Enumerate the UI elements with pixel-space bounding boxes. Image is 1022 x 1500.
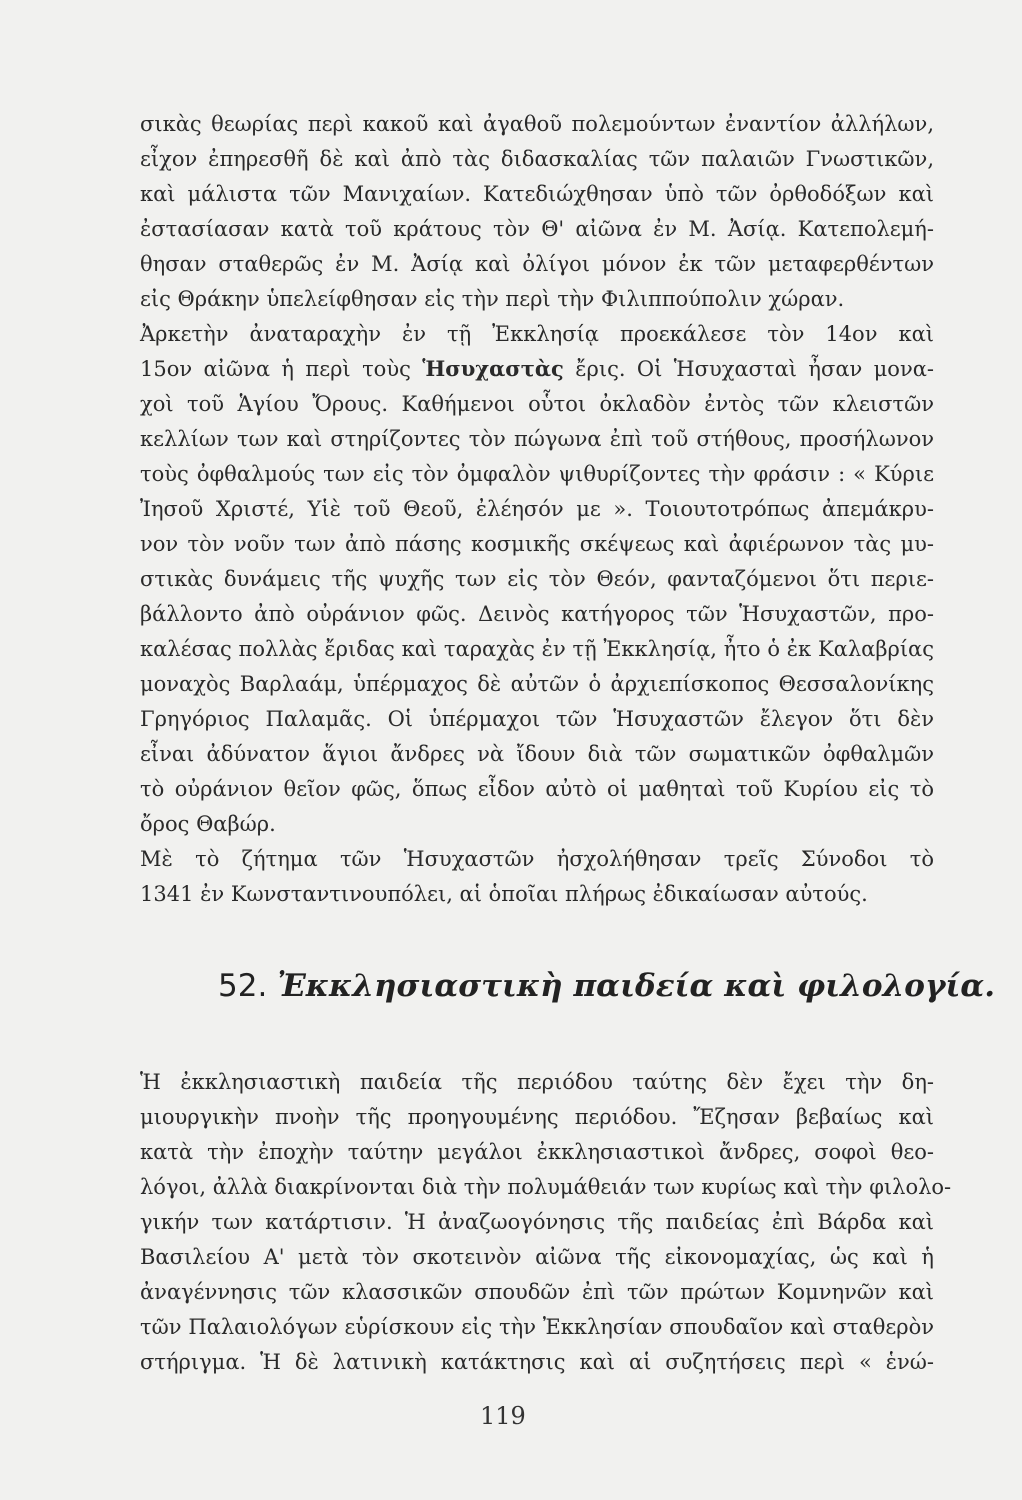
text-line: βάλλοντο ἀπὸ οὐράνιον φῶς. Δεινὸς κατήγορος τῶν Ἡσυχαστῶν, προ-: [140, 602, 934, 626]
text-line: στικὰς δυνάμεις τῆς ψυχῆς των εἰς τὸν Θεόν, φανταζόμενοι ὅτι περιε-: [140, 567, 934, 591]
text-line: εἶχον ἐπηρεσθῆ δὲ καὶ ἀπὸ τὰς διδασκαλίας τῶν παλαιῶν Γνωστικῶν,: [140, 147, 934, 171]
text-line: ἐστασίασαν κατὰ τοῦ κράτους τὸν Θ' αἰῶνα ἐν Μ. Ἀσίᾳ. Κατεπολεμή-: [140, 217, 934, 241]
text-line: ὄρος Θαβώρ.: [140, 812, 276, 836]
text-line: στήριγμα. Ἡ δὲ λατινικὴ κατάκτησις καὶ αἱ συζητήσεις περὶ « ἑνώ-: [140, 1350, 934, 1374]
text-line: Ἡ ἐκκλησιαστικὴ παιδεία τῆς περιόδου ταύτης δὲν ἔχει τὴν δη-: [140, 1070, 934, 1094]
text-line: μοναχὸς Βαρλαάμ, ὑπέρμαχος δὲ αὐτῶν ὁ ἀρχιεπίσκοπος Θεσσαλονίκης: [140, 672, 934, 696]
text-line: 1341 ἐν Κωνσταντινουπόλει, αἱ ὁποῖαι πλήρως ἐδικαίωσαν αὐτούς.: [140, 882, 868, 906]
text-line: σικὰς θεωρίας περὶ κακοῦ καὶ ἀγαθοῦ πολεμούντων ἐναντίον ἀλλήλων,: [140, 112, 934, 136]
text-line: 15ον αἰῶνα ἡ περὶ τοὺς Ἡσυχαστὰς ἔρις. Οἱ Ἡσυχασταὶ ἦσαν μονα-: [140, 356, 934, 381]
text-line: γικήν των κατάρτισιν. Ἡ ἀναζωογόνησις τῆς παιδείας ἐπὶ Βάρδα καὶ: [140, 1210, 934, 1234]
text-line: λόγοι, ἀλλὰ διακρίνονται διὰ τὴν πολυμάθειάν των κυρίως καὶ τὴν φιλολο-: [140, 1175, 952, 1199]
text-line: Γρηγόριος Παλαμᾶς. Οἱ ὑπέρμαχοι τῶν Ἡσυχαστῶν ἔλεγον ὅτι δὲν: [140, 707, 934, 731]
text-line: εἰς Θράκην ὑπελείφθησαν εἰς τὴν περὶ τὴν Φιλιππούπολιν χώραν.: [140, 287, 845, 311]
page-number: 119: [480, 1402, 526, 1430]
bold-term: Ἡσυχαστὰς: [422, 356, 564, 381]
text-line: Ἰησοῦ Χριστέ, Υἱὲ τοῦ Θεοῦ, ἐλέησόν με ». Τοιουτοτρόπως ἀπεμάκρυ-: [140, 497, 934, 521]
text-line: μιουργικὴν πνοὴν τῆς προηγουμένης περιόδου. Ἔζησαν βεβαίως καὶ: [140, 1105, 934, 1129]
section-title: Ἐκκλησιαστικὴ παιδεία καὶ φιλολογία.: [277, 968, 996, 1004]
text-line: κατὰ τὴν ἐποχὴν ταύτην μεγάλοι ἐκκλησιαστικοὶ ἄνδρες, σοφοὶ θεο-: [140, 1140, 934, 1164]
text-line: Ἀρκετὴν ἀναταραχὴν ἐν τῇ Ἐκκλησίᾳ προεκάλεσε τὸν 14ον καὶ: [140, 322, 934, 346]
text-line: νον τὸν νοῦν των ἀπὸ πάσης κοσμικῆς σκέψεως καὶ ἀφιέρωνον τὰς μυ-: [140, 532, 934, 556]
text-line: καλέσας πολλὰς ἔριδας καὶ ταραχὰς ἐν τῇ Ἐκκλησίᾳ, ἦτο ὁ ἐκ Καλαβρίας: [140, 637, 934, 661]
text-line: θησαν σταθερῶς ἐν Μ. Ἀσίᾳ καὶ ὀλίγοι μόνον ἐκ τῶν μεταφερθέντων: [140, 252, 934, 276]
text-line: Μὲ τὸ ζήτημα τῶν Ἡσυχαστῶν ἠσχολήθησαν τρεῖς Σύνοδοι τὸ: [140, 847, 934, 871]
text-line: καὶ μάλιστα τῶν Μανιχαίων. Κατεδιώχθησαν ὑπὸ τῶν ὀρθοδόξων καὶ: [140, 182, 934, 206]
text-line: εἶναι ἀδύνατον ἅγιοι ἄνδρες νὰ ἴδουν διὰ τῶν σωματικῶν ὀφθαλμῶν: [140, 742, 934, 766]
section-number: 52.: [218, 968, 268, 1004]
section-heading: [218, 968, 995, 1004]
text-line: τὸ οὐράνιον θεῖον φῶς, ὅπως εἶδον αὐτὸ οἱ μαθηταὶ τοῦ Κυρίου εἰς τὸ: [140, 777, 934, 801]
text-line: χοὶ τοῦ Ἁγίου Ὄρους. Καθήμενοι οὗτοι ὀκλαδὸν ἐντὸς τῶν κλειστῶν: [140, 392, 934, 416]
text-line: κελλίων των καὶ στηρίζοντες τὸν πώγωνα ἐπὶ τοῦ στήθους, προσήλωνον: [140, 427, 934, 451]
text-line: ἀναγέννησις τῶν κλασσικῶν σπουδῶν ἐπὶ τῶν πρώτων Κομνηνῶν καὶ: [140, 1280, 934, 1304]
text-line: τῶν Παλαιολόγων εὑρίσκουν εἰς τὴν Ἐκκλησίαν σπουδαῖον καὶ σταθερὸν: [140, 1315, 934, 1339]
text-line: τοὺς ὀφθαλμούς των εἰς τὸν ὀμφαλὸν ψιθυρίζοντες τὴν φράσιν : « Κύριε: [140, 462, 934, 486]
text-line: Βασιλείου Α' μετὰ τὸν σκοτεινὸν αἰῶνα τῆς εἰκονομαχίας, ὡς καὶ ἡ: [140, 1245, 934, 1269]
